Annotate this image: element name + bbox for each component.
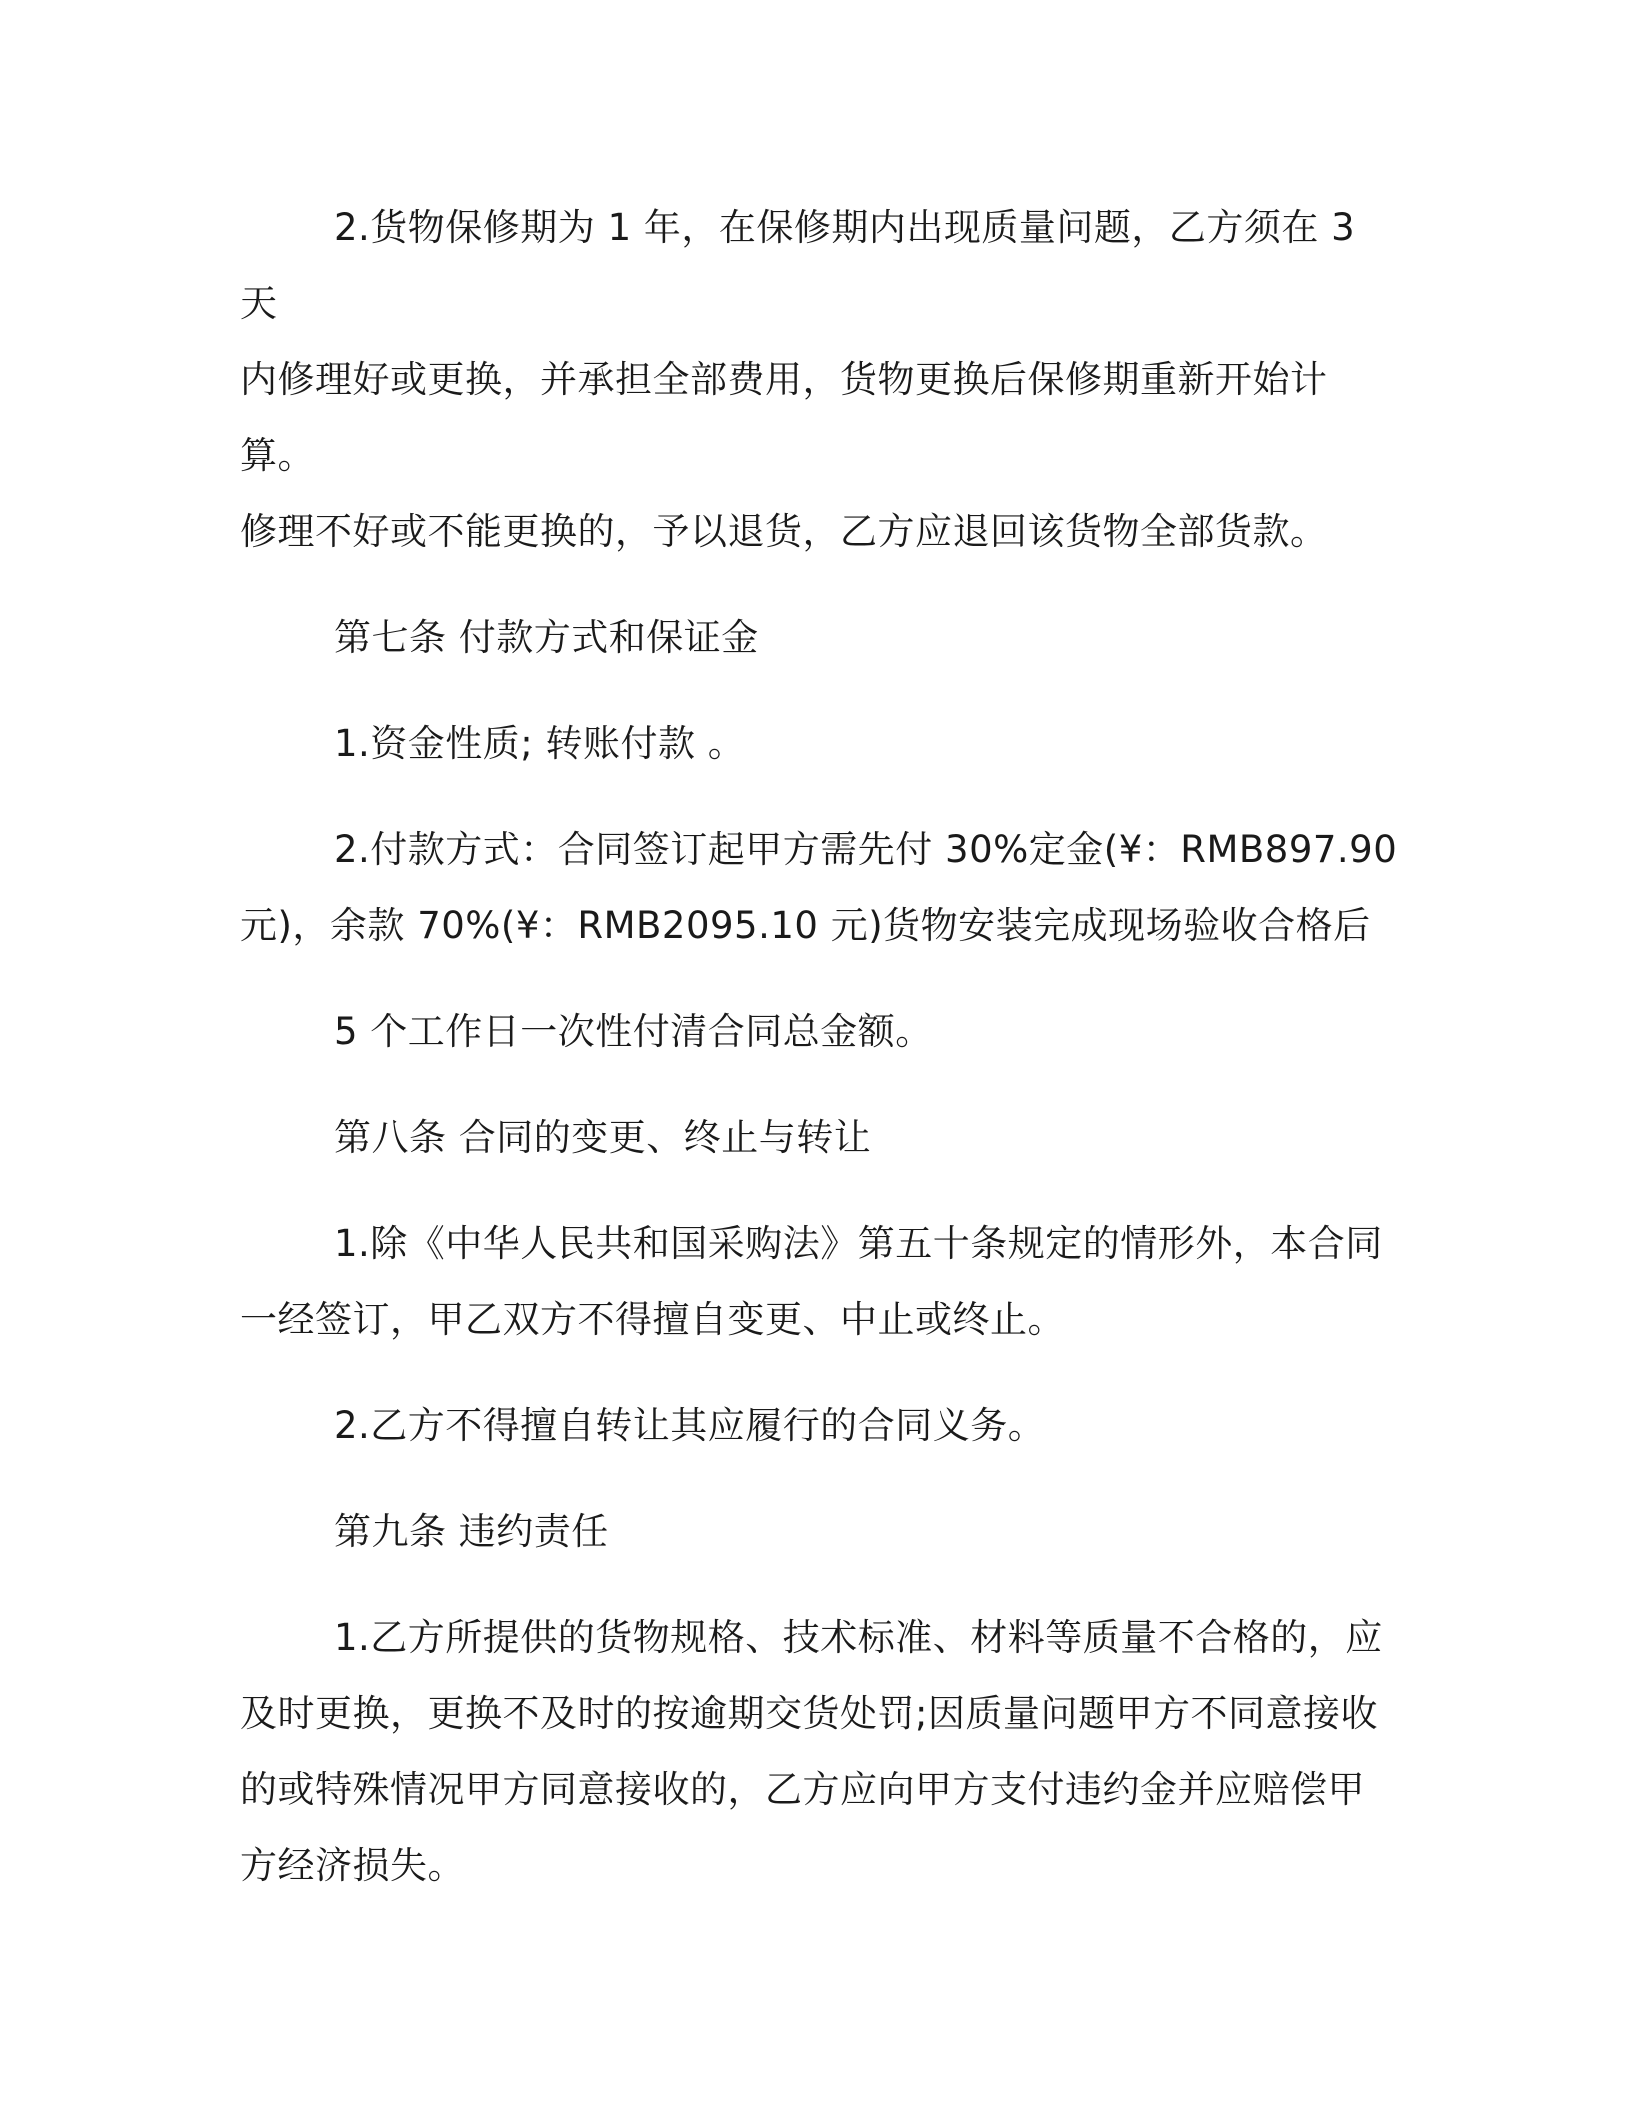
document-page [240, 190, 1400, 1934]
paragraph-article-8-2: 2.乙方不得擅自转让其应履行的合同义务。 [334, 1404, 1046, 1447]
paragraph-warranty-2: 2.货物保修期为 1 年，在保修期内出现质量问题，乙方须在 3 天 内修理好或更换，并承担全部费用，货物更换后保修期重新开始计算。 修理不好或不能更换的，予以退货，乙方应退回该货物全部货款。 [240, 206, 1356, 553]
paragraph-article-8-1: 1.除《中华人民共和国采购法》第五十条规定的情形外，本合同 一经签订，甲乙双方不得擅自变更、中止或终止。 [240, 1222, 1383, 1341]
paragraph-article-7-1: 1.资金性质; 转账付款 。 [334, 722, 746, 765]
paragraph-article-9-1: 1.乙方所提供的货物规格、技术标准、材料等质量不合格的，应 及时更换，更换不及时的按逾期交货处罚;因质量问题甲方不同意接收 的或特殊情况甲方同意接收的，乙方应向甲方支付违约金并应赔偿甲 方经济损失。 [240, 1616, 1383, 1887]
paragraph-article-7-2-cont: 5 个工作日一次性付清合同总金额。 [334, 1010, 933, 1053]
paragraph-article-7-2: 2.付款方式：合同签订起甲方需先付 30%定金(¥：RMB897.90 元)，余款 70%(¥：RMB2095.10 元)货物安装完成现场验收合格后 [240, 828, 1398, 947]
article-7-heading: 第七条 付款方式和保证金 [334, 616, 759, 659]
article-8-heading: 第八条 合同的变更、终止与转让 [334, 1116, 872, 1159]
article-9-heading: 第九条 违约责任 [334, 1510, 609, 1553]
